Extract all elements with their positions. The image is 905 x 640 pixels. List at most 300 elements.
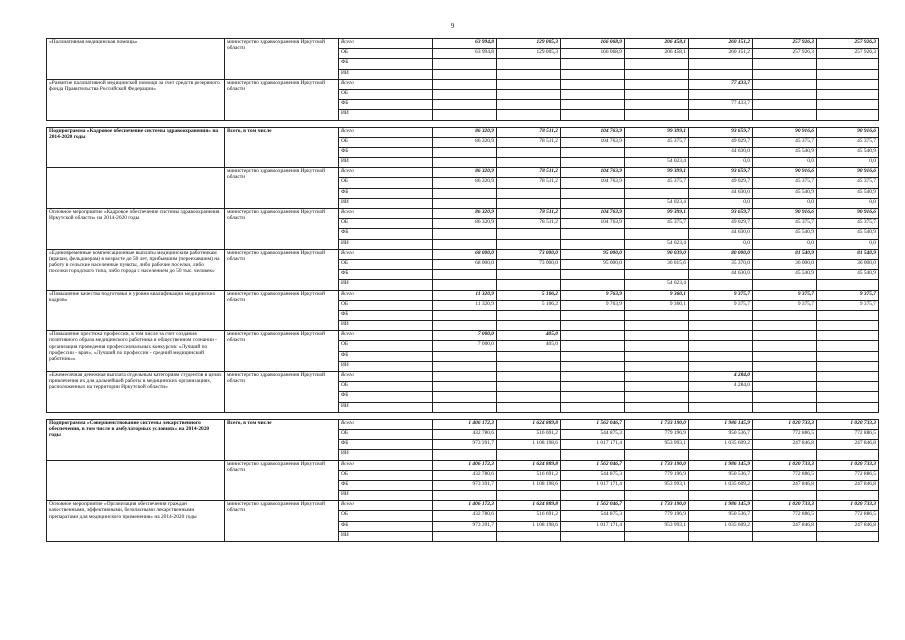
amount-cell: 1 624 889,8 — [497, 501, 561, 511]
amount-cell: 0,0 — [753, 198, 817, 208]
amount-cell: 4 284,0 — [689, 382, 753, 392]
amount-cell: 44 630,0 — [689, 270, 753, 280]
funding-source-cell: Всего — [339, 79, 433, 89]
amount-cell: 432 780,6 — [433, 511, 497, 521]
table-row — [47, 79, 879, 89]
table-row — [47, 168, 879, 178]
amount-cell: 77 433,7 — [689, 100, 753, 110]
amount-cell: 950 536,7 — [689, 429, 753, 439]
funding-source-cell: ИИ — [339, 239, 433, 249]
amount-cell — [625, 229, 689, 239]
amount-cell — [817, 110, 879, 120]
amount-cell — [753, 321, 817, 331]
amount-cell: 257 926,3 — [817, 49, 879, 59]
amount-cell — [753, 491, 817, 501]
funding-source-cell: Всего — [339, 168, 433, 178]
funding-source-cell: ИИ — [339, 531, 433, 541]
amount-cell — [433, 229, 497, 239]
amount-cell — [753, 331, 817, 341]
amount-cell — [497, 361, 561, 371]
executor-cell: министерство здравоохранения Иркутской области — [225, 331, 339, 372]
amount-cell — [817, 79, 879, 89]
amount-cell: 260 151,2 — [689, 39, 753, 49]
amount-cell: 9 375,7 — [817, 300, 879, 310]
amount-cell — [497, 382, 561, 392]
amount-cell — [561, 198, 625, 208]
amount-cell: 45 540,9 — [817, 188, 879, 198]
funding-source-cell: ФБ — [339, 480, 433, 490]
funding-source-cell: Всего — [339, 127, 433, 137]
funding-source-cell: ОБ — [339, 470, 433, 480]
funding-source-cell: ОБ — [339, 341, 433, 351]
amount-cell: 9 360,1 — [625, 300, 689, 310]
amount-cell: 45 375,7 — [817, 219, 879, 229]
amount-cell: 1 017 171,4 — [561, 440, 625, 450]
amount-cell — [753, 392, 817, 402]
amount-cell — [497, 321, 561, 331]
amount-cell: 9 763,9 — [561, 290, 625, 300]
amount-cell: 7 000,0 — [433, 341, 497, 351]
amount-cell: 1 406 172,3 — [433, 419, 497, 429]
funding-source-cell: ОБ — [339, 300, 433, 310]
amount-cell: 1 035 609,2 — [689, 480, 753, 490]
funding-source-cell: ИИ — [339, 361, 433, 371]
amount-cell: 247 846,8 — [753, 440, 817, 450]
amount-cell — [561, 239, 625, 249]
amount-cell: 44 630,0 — [689, 229, 753, 239]
amount-cell: 1 035 609,2 — [689, 521, 753, 531]
amount-cell — [497, 100, 561, 110]
amount-cell — [689, 402, 753, 412]
amount-cell — [753, 402, 817, 412]
amount-cell: 0,0 — [689, 158, 753, 168]
amount-cell — [753, 351, 817, 361]
measure-name-cell: Подпрограмма «Кадровое обеспечение системы здравоохранения» на 2014-2020 годы — [47, 127, 225, 168]
amount-cell: 1 562 046,7 — [561, 419, 625, 429]
amount-cell: 973 391,7 — [433, 440, 497, 450]
amount-cell: 772 886,5 — [817, 511, 879, 521]
amount-cell: 973 391,7 — [433, 480, 497, 490]
amount-cell: 45 375,7 — [625, 178, 689, 188]
executor-cell: министерство здравоохранения Иркутской области — [225, 460, 339, 501]
funding-source-cell: ОБ — [339, 178, 433, 188]
amount-cell — [561, 531, 625, 541]
amount-cell: 0,0 — [689, 239, 753, 249]
amount-cell — [753, 89, 817, 99]
amount-cell: 45 375,7 — [753, 178, 817, 188]
funding-source-cell: ИИ — [339, 402, 433, 412]
amount-cell: 779 196,9 — [625, 429, 689, 439]
amount-cell: 950 536,7 — [689, 470, 753, 480]
amount-cell — [625, 372, 689, 382]
amount-cell — [433, 158, 497, 168]
amount-cell — [497, 89, 561, 99]
amount-cell — [689, 321, 753, 331]
amount-cell — [561, 361, 625, 371]
amount-cell — [433, 402, 497, 412]
executor-cell: министерство здравоохранения Иркутской области — [225, 79, 339, 120]
funding-source-cell: ИИ — [339, 491, 433, 501]
amount-cell — [561, 392, 625, 402]
amount-cell — [433, 100, 497, 110]
amount-cell: 9 375,7 — [817, 290, 879, 300]
amount-cell — [497, 69, 561, 79]
funding-source-cell: ОБ — [339, 382, 433, 392]
spacer-cell — [339, 120, 433, 127]
executor-cell: министерство здравоохранения Иркутской области — [225, 501, 339, 542]
amount-cell — [497, 402, 561, 412]
amount-cell: 166 068,9 — [561, 39, 625, 49]
spacer-cell — [817, 120, 879, 127]
amount-cell: 973 391,7 — [433, 521, 497, 531]
amount-cell: 257 926,3 — [753, 49, 817, 59]
funding-source-cell: ФБ — [339, 392, 433, 402]
amount-cell — [753, 361, 817, 371]
amount-cell: 93 659,7 — [689, 209, 753, 219]
amount-cell: 0,0 — [753, 158, 817, 168]
amount-cell: 104 763,9 — [561, 219, 625, 229]
amount-cell: 1 020 733,3 — [817, 460, 879, 470]
amount-cell: 5 106,2 — [497, 290, 561, 300]
spacer-cell — [497, 120, 561, 127]
amount-cell: 44 630,0 — [689, 147, 753, 157]
amount-cell: 5 106,2 — [497, 300, 561, 310]
amount-cell: 1 020 733,3 — [817, 419, 879, 429]
amount-cell — [817, 310, 879, 320]
amount-cell — [497, 450, 561, 460]
amount-cell — [753, 341, 817, 351]
funding-source-cell: ФБ — [339, 229, 433, 239]
funding-source-cell: Всего — [339, 501, 433, 511]
amount-cell — [433, 198, 497, 208]
amount-cell — [561, 402, 625, 412]
amount-cell: 45 375,7 — [753, 219, 817, 229]
amount-cell: 54 023,4 — [625, 198, 689, 208]
amount-cell — [433, 310, 497, 320]
funding-source-cell: Всего — [339, 209, 433, 219]
measure-name-cell: Подпрограмма «Совершенствование системы лекарственного обеспечения, в том числе в амбулаторных условиях» на 2014-2020 годы — [47, 419, 225, 460]
amount-cell — [561, 69, 625, 79]
amount-cell: 54 023,4 — [625, 239, 689, 249]
amount-cell — [625, 341, 689, 351]
amount-cell: 86 320,9 — [433, 137, 497, 147]
executor-cell: министерство здравоохранения Иркутской области — [225, 168, 339, 209]
amount-cell: 104 763,9 — [561, 137, 625, 147]
amount-cell: 11 320,9 — [433, 300, 497, 310]
amount-cell — [433, 239, 497, 249]
amount-cell: 247 846,8 — [817, 480, 879, 490]
amount-cell: 90 916,6 — [753, 209, 817, 219]
funding-source-cell: ИИ — [339, 198, 433, 208]
amount-cell — [817, 280, 879, 290]
amount-cell — [625, 110, 689, 120]
table-row — [47, 460, 879, 470]
amount-cell — [497, 392, 561, 402]
amount-cell — [497, 229, 561, 239]
amount-cell — [753, 110, 817, 120]
amount-cell — [817, 361, 879, 371]
amount-cell: 1 020 733,3 — [753, 460, 817, 470]
amount-cell: 9 375,7 — [753, 300, 817, 310]
amount-cell: 44 630,0 — [689, 188, 753, 198]
amount-cell — [753, 100, 817, 110]
spacer-cell — [625, 412, 689, 419]
amount-cell: 0,0 — [817, 198, 879, 208]
amount-cell: 516 691,2 — [497, 470, 561, 480]
executor-cell: Всего, в том числе — [225, 127, 339, 168]
amount-cell — [433, 450, 497, 460]
amount-cell — [817, 392, 879, 402]
amount-cell — [433, 147, 497, 157]
spacer-cell — [689, 412, 753, 419]
amount-cell — [561, 321, 625, 331]
amount-cell: 104 763,9 — [561, 178, 625, 188]
amount-cell — [433, 280, 497, 290]
measure-name-cell: «Повышение престижа профессии, в том числе за счет создания позитивного образа медицинского работника в общественном сознании - организация проведения профессиональных конкурсов: «Лучший по профессии - врач», «Лучший по профессии - средний медицинский работник»» — [47, 331, 225, 372]
amount-cell: 104 763,9 — [561, 127, 625, 137]
amount-cell — [433, 110, 497, 120]
amount-cell: 95 000,0 — [561, 259, 625, 269]
amount-cell: 1 624 889,8 — [497, 419, 561, 429]
amount-cell: 78 511,2 — [497, 137, 561, 147]
amount-cell — [433, 382, 497, 392]
amount-cell: 1 108 198,6 — [497, 521, 561, 531]
amount-cell: 73 000,0 — [497, 259, 561, 269]
amount-cell — [561, 450, 625, 460]
amount-cell — [689, 89, 753, 99]
amount-cell — [817, 321, 879, 331]
amount-cell: 9 375,7 — [689, 290, 753, 300]
spacer-cell — [339, 412, 433, 419]
funding-source-cell: ОБ — [339, 49, 433, 59]
amount-cell — [817, 372, 879, 382]
spacer-cell — [753, 412, 817, 419]
amount-cell: 78 511,2 — [497, 127, 561, 137]
amount-cell: 78 511,2 — [497, 178, 561, 188]
amount-cell: 1 020 733,3 — [753, 419, 817, 429]
amount-cell: 9 375,7 — [689, 300, 753, 310]
funding-source-cell: ИИ — [339, 158, 433, 168]
amount-cell — [689, 59, 753, 69]
amount-cell — [561, 331, 625, 341]
amount-cell: 45 375,7 — [625, 219, 689, 229]
amount-cell: 516 691,2 — [497, 511, 561, 521]
amount-cell — [625, 351, 689, 361]
funding-source-cell: Всего — [339, 331, 433, 341]
amount-cell — [625, 491, 689, 501]
amount-cell — [689, 491, 753, 501]
amount-cell — [625, 79, 689, 89]
amount-cell: 950 536,7 — [689, 511, 753, 521]
amount-cell — [753, 372, 817, 382]
amount-cell — [497, 531, 561, 541]
amount-cell: 45 540,9 — [753, 270, 817, 280]
spacer-cell — [689, 120, 753, 127]
amount-cell — [625, 270, 689, 280]
amount-cell — [433, 188, 497, 198]
amount-cell: 45 375,7 — [625, 137, 689, 147]
amount-cell: 77 433,7 — [689, 79, 753, 89]
amount-cell — [625, 331, 689, 341]
measure-name-cell: «Единовременные компенсационные выплаты медицинским работникам (врачам, фельдшерам) в возрасте до 50 лет, прибывшим (переехавшим) на работу в сельские населенные пункты, либо рабочие поселки, либо поселки городского типа, либо города с населением до 50 тыс. человек» — [47, 249, 225, 290]
amount-cell: 68 000,0 — [433, 259, 497, 269]
amount-cell — [753, 531, 817, 541]
amount-cell: 93 659,7 — [689, 168, 753, 178]
amount-cell: 166 068,9 — [561, 49, 625, 59]
amount-cell: 81 540,9 — [753, 249, 817, 259]
spacer-cell — [433, 412, 497, 419]
funding-source-cell: Всего — [339, 290, 433, 300]
measure-name-cell: «Повышение качества подготовки и уровня квалификации медицинских кадров» — [47, 290, 225, 331]
amount-cell — [625, 89, 689, 99]
amount-cell — [753, 59, 817, 69]
amount-cell: 544 875,3 — [561, 470, 625, 480]
amount-cell: 81 540,9 — [817, 249, 879, 259]
spacer-cell — [625, 120, 689, 127]
amount-cell — [497, 239, 561, 249]
amount-cell: 80 000,0 — [689, 249, 753, 259]
amount-cell: 544 875,3 — [561, 511, 625, 521]
amount-cell: 1 562 046,7 — [561, 460, 625, 470]
amount-cell — [433, 79, 497, 89]
amount-cell — [561, 79, 625, 89]
amount-cell — [497, 280, 561, 290]
amount-cell — [817, 69, 879, 79]
amount-cell — [689, 341, 753, 351]
amount-cell: 1 406 172,3 — [433, 460, 497, 470]
amount-cell: 90 916,6 — [753, 168, 817, 178]
funding-source-cell: ИИ — [339, 110, 433, 120]
amount-cell: 86 320,9 — [433, 127, 497, 137]
amount-cell — [689, 531, 753, 541]
executor-cell: министерство здравоохранения Иркутской области — [225, 372, 339, 413]
amount-cell: 45 540,9 — [753, 188, 817, 198]
amount-cell: 772 886,5 — [753, 470, 817, 480]
funding-source-cell: ФБ — [339, 521, 433, 531]
amount-cell — [625, 361, 689, 371]
amount-cell: 9 375,7 — [753, 290, 817, 300]
amount-cell: 772 886,5 — [753, 511, 817, 521]
amount-cell — [497, 270, 561, 280]
amount-cell: 99 399,1 — [625, 209, 689, 219]
amount-cell — [753, 450, 817, 460]
amount-cell — [689, 69, 753, 79]
table-row — [47, 249, 879, 259]
amount-cell — [433, 392, 497, 402]
amount-cell — [561, 280, 625, 290]
amount-cell — [689, 351, 753, 361]
amount-cell: 36 015,6 — [625, 259, 689, 269]
amount-cell — [625, 402, 689, 412]
amount-cell: 1 733 190,0 — [625, 419, 689, 429]
amount-cell — [561, 270, 625, 280]
amount-cell — [561, 341, 625, 351]
amount-cell — [433, 361, 497, 371]
amount-cell — [689, 392, 753, 402]
amount-cell: 11 320,9 — [433, 290, 497, 300]
executor-cell: Всего, в том числе — [225, 419, 339, 460]
executor-cell: министерство здравоохранения Иркутской области — [225, 39, 339, 80]
funding-source-cell: Всего — [339, 39, 433, 49]
amount-cell — [689, 310, 753, 320]
funding-source-cell: ОБ — [339, 89, 433, 99]
amount-cell — [753, 382, 817, 392]
funding-source-cell: Всего — [339, 419, 433, 429]
amount-cell: 1 406 172,3 — [433, 501, 497, 511]
amount-cell — [561, 372, 625, 382]
amount-cell — [753, 69, 817, 79]
amount-cell — [561, 59, 625, 69]
amount-cell — [625, 531, 689, 541]
spacer-row — [47, 120, 879, 127]
amount-cell — [497, 147, 561, 157]
funding-source-cell: ОБ — [339, 219, 433, 229]
amount-cell — [561, 158, 625, 168]
amount-cell — [817, 402, 879, 412]
amount-cell: 104 763,9 — [561, 168, 625, 178]
spacer-cell — [47, 412, 225, 419]
amount-cell: 953 993,1 — [625, 521, 689, 531]
spacer-cell — [225, 120, 339, 127]
amount-cell — [625, 100, 689, 110]
amount-cell — [625, 147, 689, 157]
amount-cell: 49 029,7 — [689, 178, 753, 188]
spacer-cell — [817, 412, 879, 419]
amount-cell: 247 846,8 — [753, 480, 817, 490]
amount-cell: 772 886,5 — [817, 470, 879, 480]
measure-name-cell: Основное мероприятие «Организация обеспечения граждан качественными, эффективными, безопасными лекарственными препаратами для медицинского применения» на 2014-2020 годы — [47, 501, 225, 542]
measure-name-cell: «Ежемесячная денежная выплата отдельным категориям студентов в целях привлечения их для дальнейшей работы в медицинских организациях, расположенных на территории Иркутской области» — [47, 372, 225, 413]
funding-source-cell: ФБ — [339, 100, 433, 110]
amount-cell: 544 875,3 — [561, 429, 625, 439]
funding-source-cell: ИИ — [339, 69, 433, 79]
amount-cell: 90 916,6 — [817, 127, 879, 137]
amount-cell: 68 000,0 — [433, 249, 497, 259]
amount-cell: 0,0 — [753, 239, 817, 249]
amount-cell: 49 029,7 — [689, 137, 753, 147]
amount-cell — [497, 110, 561, 120]
amount-cell — [561, 110, 625, 120]
funding-source-cell: ОБ — [339, 511, 433, 521]
amount-cell: 432 780,6 — [433, 429, 497, 439]
amount-cell — [753, 280, 817, 290]
amount-cell — [625, 382, 689, 392]
amount-cell: 90 916,6 — [817, 209, 879, 219]
spacer-cell — [753, 120, 817, 127]
amount-cell: 1 020 733,3 — [753, 501, 817, 511]
funding-source-cell: Всего — [339, 372, 433, 382]
amount-cell: 45 540,9 — [817, 270, 879, 280]
amount-cell — [433, 491, 497, 501]
funding-source-cell: ФБ — [339, 147, 433, 157]
amount-cell — [625, 310, 689, 320]
amount-cell: 9 763,9 — [561, 300, 625, 310]
spacer-cell — [561, 120, 625, 127]
amount-cell: 432 780,6 — [433, 470, 497, 480]
amount-cell — [561, 188, 625, 198]
amount-cell — [561, 100, 625, 110]
amount-cell — [689, 361, 753, 371]
amount-cell — [433, 270, 497, 280]
funding-source-cell: ОБ — [339, 429, 433, 439]
amount-cell: 1 108 198,6 — [497, 440, 561, 450]
amount-cell: 104 763,9 — [561, 209, 625, 219]
amount-cell: 1 986 145,9 — [689, 460, 753, 470]
amount-cell: 95 000,0 — [561, 249, 625, 259]
amount-cell — [625, 188, 689, 198]
amount-cell — [497, 198, 561, 208]
amount-cell — [817, 331, 879, 341]
